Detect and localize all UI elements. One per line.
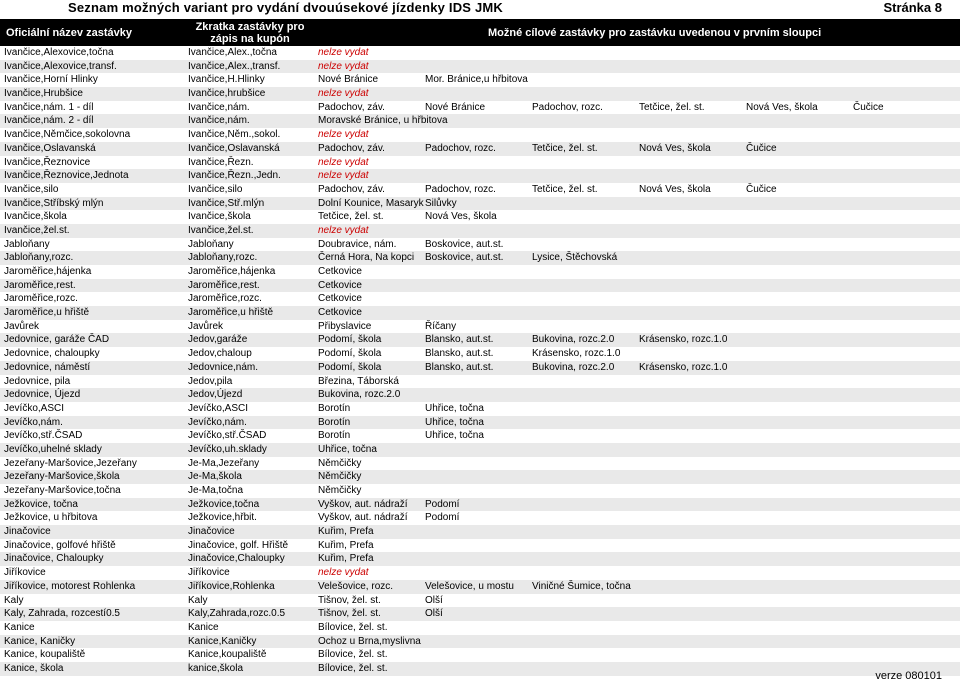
stop-abbrev: Ivančice,žel.st.	[188, 224, 254, 236]
stop-abbrev: Ježkovice,hřbit.	[188, 512, 257, 524]
target-stop: nelze vydat	[318, 129, 369, 141]
stop-name: Ivančice,Němčice,sokolovna	[4, 129, 131, 141]
table-row	[0, 292, 960, 306]
stop-name: Ivančice,nám. 1 - díl	[4, 101, 94, 113]
target-stop: Lysice, Štěchovská	[532, 252, 618, 264]
stop-name: Jaroměřice,rest.	[4, 279, 76, 291]
stop-name: Jabloňany,rozc.	[4, 252, 74, 264]
table-row	[0, 306, 960, 320]
table-row	[0, 183, 960, 197]
target-stop: Bukovina, rozc.2.0	[532, 361, 615, 373]
table-row	[0, 470, 960, 484]
target-stop: nelze vydat	[318, 567, 369, 579]
target-stop: Kuřim, Prefa	[318, 526, 374, 538]
target-stop: Padochov, záv.	[318, 142, 385, 154]
stop-name: Jedovnice, pila	[4, 375, 71, 387]
stop-name: Ivančice,silo	[4, 183, 59, 195]
target-stop: Vyškov, aut. nádraží	[318, 512, 408, 524]
target-stop: Uhřice, točna	[425, 416, 484, 428]
target-stop: Velešovice, u mostu	[425, 580, 514, 592]
target-stop: Nové Bránice	[425, 101, 486, 113]
stop-name: Ivančice,Řeznovice	[4, 156, 91, 168]
stop-name: Javůrek	[4, 320, 40, 332]
target-stop: Olší	[425, 594, 443, 606]
stop-abbrev: Jaroměřice,rozc.	[188, 293, 262, 305]
stop-name: Kanice, škola	[4, 662, 64, 674]
stop-abbrev: Kaly	[188, 594, 208, 606]
target-stop: Padochov, záv.	[318, 101, 385, 113]
stop-abbrev: Jiříkovice	[188, 567, 230, 579]
stop-abbrev: Je-Ma,točna	[188, 485, 244, 496]
table-row	[0, 525, 960, 539]
table-row	[0, 429, 960, 443]
stop-abbrev: Je-Ma,Jezeřany	[188, 457, 260, 469]
table-row	[0, 46, 960, 60]
stop-abbrev: Jabloňany,rozc.	[188, 252, 258, 264]
target-stop: Nová Ves, škola	[639, 183, 711, 195]
table-row	[0, 662, 960, 676]
target-stop: Krásensko, rozc.1.0	[639, 334, 728, 346]
stop-abbrev: Jinačovice	[188, 526, 235, 538]
stop-abbrev: Jinačovice,Chaloupky	[188, 553, 285, 565]
target-stop: Cetkovice	[318, 293, 362, 305]
stop-name: Ivančice,Horní Hlinky	[4, 74, 98, 86]
stop-abbrev: Kanice,koupaliště	[188, 649, 267, 661]
table-row	[0, 320, 960, 334]
stop-abbrev: Jinačovice, golf. Hřiště	[188, 539, 289, 551]
stop-abbrev: Ivančice,hrubšice	[188, 88, 266, 100]
stop-name: Ivančice,žel.st.	[4, 224, 70, 236]
target-stop: Čučice	[746, 183, 777, 195]
target-stop: Uhřice, točna	[425, 430, 484, 442]
target-stop: Tetčice, žel. st.	[532, 183, 598, 195]
table-row	[0, 101, 960, 115]
stop-name: Jevíčko,nám.	[4, 416, 63, 428]
stop-name: Jedovnice, chaloupky	[4, 348, 100, 360]
stop-abbrev: Jevíčko,stř.ČSAD	[188, 430, 267, 442]
table-row	[0, 142, 960, 156]
stop-name: Kanice	[4, 621, 35, 633]
target-stop: Cetkovice	[318, 266, 362, 277]
table-row	[0, 238, 960, 252]
stop-abbrev: Jevíčko,nám.	[188, 416, 247, 428]
target-stop: Podomí, škola	[318, 334, 382, 346]
target-stop: Bílovice, žel. st.	[318, 621, 388, 633]
table-row	[0, 621, 960, 635]
table-row	[0, 169, 960, 183]
stop-name: Kanice, Kaničky	[4, 635, 76, 647]
stop-name: Jinačovice, Chaloupky	[4, 553, 104, 565]
target-stop: Podomí	[425, 512, 460, 524]
table-row	[0, 156, 960, 170]
stop-name: Ivančice,Alexovice,točna	[4, 47, 114, 58]
target-stop: nelze vydat	[318, 60, 369, 72]
stop-name: Jevíčko,ASCI	[4, 402, 65, 414]
stop-abbrev: Jabloňany	[188, 238, 234, 250]
stop-abbrev: Jedov,pila	[188, 375, 233, 387]
target-stop: nelze vydat	[318, 88, 369, 100]
stop-abbrev: Je-Ma,škola	[188, 471, 242, 483]
stop-name: Jezeřany-Maršovice,Jezeřany	[4, 457, 137, 469]
stop-abbrev: Ivančice,silo	[188, 183, 243, 195]
stop-abbrev: kanice,škola	[188, 662, 244, 674]
table-row	[0, 60, 960, 74]
stop-name: Ivančice,Řeznovice,Jednota	[4, 170, 129, 182]
target-stop: Nové Bránice	[318, 74, 379, 86]
target-stop: Tetčice, žel. st.	[532, 142, 598, 154]
target-stop: Bílovice, žel. st.	[318, 662, 388, 674]
target-stop: Padochov, rozc.	[425, 142, 496, 154]
stop-name: Ivančice,Alexovice,transf.	[4, 60, 117, 72]
stop-name: Ivančice,škola	[4, 211, 67, 223]
stop-abbrev: Jedov,garáže	[188, 334, 248, 346]
table-row	[0, 635, 960, 649]
version-label: verze 080101	[875, 670, 942, 682]
stop-abbrev: Jedov,chaloup	[188, 348, 252, 360]
target-stop: Padochov, rozc.	[425, 183, 496, 195]
target-stop: Čučice	[853, 101, 884, 113]
stop-abbrev: Ivančice,Oslavanská	[188, 142, 280, 154]
target-stop: Borotín	[318, 430, 351, 442]
target-stop: nelze vydat	[318, 224, 369, 236]
target-stop: Němčičky	[318, 471, 362, 483]
target-stop: Blansko, aut.st.	[425, 348, 494, 360]
table-row	[0, 580, 960, 594]
stop-name: Jiříkovice	[4, 567, 46, 579]
stop-name: Jedovnice, garáže ČAD	[4, 334, 110, 346]
target-stop: Borotín	[318, 416, 351, 428]
stop-name: Kaly	[4, 594, 24, 606]
stop-abbrev: Javůrek	[188, 320, 224, 332]
table-row	[0, 566, 960, 580]
stop-abbrev: Ivančice,Alex.,transf.	[188, 60, 281, 72]
table-row	[0, 114, 960, 128]
table-row	[0, 607, 960, 621]
target-stop: Blansko, aut.st.	[425, 334, 494, 346]
table-row	[0, 333, 960, 347]
stop-name: Jaroměřice,u hřiště	[4, 307, 90, 319]
stop-abbrev: Kaly,Zahrada,rozc.0.5	[188, 608, 286, 620]
table-row	[0, 251, 960, 265]
stop-name: Ivančice,Stříbský mlýn	[4, 197, 104, 209]
stop-abbrev: Ivančice,Řezn.,Jedn.	[188, 170, 281, 182]
table-row	[0, 416, 960, 430]
stop-abbrev: Jedovnice,nám.	[188, 361, 259, 373]
target-stop: nelze vydat	[318, 156, 369, 168]
stop-abbrev: Ivančice,Stř.mlýn	[188, 197, 265, 209]
stop-abbrev: Ivančice,škola	[188, 211, 251, 223]
target-stop: Tetčice, žel. st.	[639, 101, 705, 113]
stop-abbrev: Kanice,Kaničky	[188, 635, 257, 647]
target-stop: nelze vydat	[318, 170, 369, 182]
target-stop: Ochoz u Brna,myslivna	[318, 635, 421, 647]
target-stop: Podomí, škola	[318, 348, 382, 360]
target-stop: Boskovice, aut.st.	[425, 238, 504, 250]
table-row	[0, 457, 960, 471]
stop-name: Jedovnice, Újezd	[4, 389, 81, 401]
target-stop: Bukovina, rozc.2.0	[318, 389, 401, 401]
stop-abbrev: Ivančice,nám.	[188, 101, 250, 113]
stop-name: Jiříkovice, motorest Rohlenka	[4, 580, 136, 592]
target-stop: Nová Ves, škola	[425, 211, 497, 223]
stop-abbrev: Jaroměřice,u hřiště	[188, 307, 274, 319]
target-stop: Moravské Bránice, u hřbitova	[318, 115, 448, 127]
stop-name: Jevíčko,stř.ČSAD	[4, 430, 83, 442]
stop-name: Jezeřany-Maršovice,točna	[4, 485, 121, 496]
target-stop: Blansko, aut.st.	[425, 361, 494, 373]
target-stop: Mor. Bránice,u hřbitova	[425, 74, 528, 86]
target-stop: Podomí	[425, 498, 460, 510]
stop-name: Jinačovice, golfové hřiště	[4, 539, 116, 551]
stop-table	[0, 46, 960, 676]
table-row	[0, 128, 960, 142]
target-stop: Doubravice, nám.	[318, 238, 397, 250]
stop-abbrev: Ivančice,Alex.,točna	[188, 47, 277, 58]
stop-name: Ivančice,Oslavanská	[4, 142, 96, 154]
target-stop: Olší	[425, 608, 443, 620]
stop-name: Ježkovice, točna	[4, 498, 78, 510]
target-stop: Padochov, záv.	[318, 183, 385, 195]
table-row	[0, 361, 960, 375]
target-stop: Bukovina, rozc.2.0	[532, 334, 615, 346]
target-stop: Viničné Šumice, točna	[532, 580, 631, 592]
stop-abbrev: Jevíčko,ASCI	[188, 402, 249, 414]
stop-abbrev: Jevíčko,uh.sklady	[188, 443, 267, 455]
target-stop: Uhřice, točna	[318, 443, 377, 455]
stop-abbrev: Ivančice,H.Hlinky	[188, 74, 265, 86]
target-stop: Kuřim, Prefa	[318, 539, 374, 551]
stop-name: Ježkovice, u hřbitova	[4, 512, 98, 524]
target-stop: Kuřim, Prefa	[318, 553, 374, 565]
header-target-stops: Možné cílové zastávky pro zastávku uvedenou v prvním sloupci	[488, 27, 822, 39]
page-number: Stránka 8	[883, 0, 942, 15]
table-row	[0, 402, 960, 416]
stop-name: Jaroměřice,hájenka	[4, 266, 92, 277]
table-row	[0, 539, 960, 553]
target-stop: nelze vydat	[318, 47, 369, 58]
stop-name: Jinačovice	[4, 526, 51, 538]
table-row	[0, 224, 960, 238]
page-title: Seznam možných variant pro vydání dvouúsekové jízdenky IDS JMK	[68, 0, 504, 15]
table-row	[0, 594, 960, 608]
target-stop: Tetčice, žel. st.	[318, 211, 384, 223]
header-short-name: Zkratka zastávky pro zápis na kupón	[195, 21, 305, 45]
table-row	[0, 210, 960, 224]
stop-name: Jevíčko,uhelné sklady	[4, 443, 102, 455]
stop-name: Ivančice,Hrubšice	[4, 88, 83, 100]
table-row	[0, 498, 960, 512]
stop-name: Kanice, koupaliště	[4, 649, 86, 661]
stop-name: Kaly, Zahrada, rozcestí0.5	[4, 608, 120, 620]
stop-abbrev: Jaroměřice,hájenka	[188, 266, 276, 277]
target-stop: Krásensko, rozc.1.0	[639, 361, 728, 373]
target-stop: Podomí, škola	[318, 361, 382, 373]
stop-name: Jabloňany	[4, 238, 50, 250]
stop-abbrev: Jedov,Újezd	[188, 389, 243, 401]
target-stop: Březina, Táborská	[318, 375, 399, 387]
header-official-name: Oficiální název zastávky	[6, 27, 132, 39]
target-stop: Cetkovice	[318, 279, 362, 291]
target-stop: Uhřice, točna	[425, 402, 484, 414]
stop-abbrev: Kanice	[188, 621, 219, 633]
target-stop: Dolní Kounice, Masaryk	[318, 197, 424, 209]
table-row	[0, 197, 960, 211]
table-row	[0, 375, 960, 389]
stop-name: Jezeřany-Maršovice,škola	[4, 471, 120, 483]
table-row	[0, 279, 960, 293]
table-row	[0, 87, 960, 101]
table-row	[0, 552, 960, 566]
target-stop: Krásensko, rozc.1.0	[532, 348, 621, 360]
stop-abbrev: Jiříkovice,Rohlenka	[188, 580, 275, 592]
target-stop: Boskovice, aut.st.	[425, 252, 504, 264]
stop-abbrev: Ivančice,nám.	[188, 115, 250, 127]
target-stop: Nová Ves, škola	[639, 142, 711, 154]
stop-abbrev: Ježkovice,točna	[188, 498, 260, 510]
target-stop: Padochov, rozc.	[532, 101, 603, 113]
target-stop: Tišnov, žel. st.	[318, 594, 381, 606]
table-row	[0, 265, 960, 279]
table-row	[0, 648, 960, 662]
table-row	[0, 73, 960, 87]
target-stop: Němčičky	[318, 485, 362, 496]
target-stop: Tišnov, žel. st.	[318, 608, 381, 620]
target-stop: Silůvky	[425, 197, 457, 209]
table-row	[0, 511, 960, 525]
stop-name: Ivančice,nám. 2 - díl	[4, 115, 94, 127]
table-row	[0, 443, 960, 457]
target-stop: Černá Hora, Na kopci	[318, 252, 415, 264]
target-stop: Bílovice, žel. st.	[318, 649, 388, 661]
stop-abbrev: Jaroměřice,rest.	[188, 279, 260, 291]
table-row	[0, 388, 960, 402]
stop-abbrev: Ivančice,Něm.,sokol.	[188, 129, 281, 141]
target-stop: Němčičky	[318, 457, 362, 469]
table-row	[0, 347, 960, 361]
target-stop: Čučice	[746, 142, 777, 154]
table-row	[0, 484, 960, 498]
stop-name: Jaroměřice,rozc.	[4, 293, 78, 305]
target-stop: Borotín	[318, 402, 351, 414]
table-header	[0, 19, 960, 46]
target-stop: Cetkovice	[318, 307, 362, 319]
stop-name: Jedovnice, náměstí	[4, 361, 91, 373]
stop-abbrev: Ivančice,Řezn.	[188, 156, 254, 168]
target-stop: Velešovice, rozc.	[318, 580, 394, 592]
target-stop: Přibyslavice	[318, 320, 372, 332]
target-stop: Nová Ves, škola	[746, 101, 818, 113]
target-stop: Vyškov, aut. nádraží	[318, 498, 408, 510]
target-stop: Říčany	[425, 320, 457, 332]
